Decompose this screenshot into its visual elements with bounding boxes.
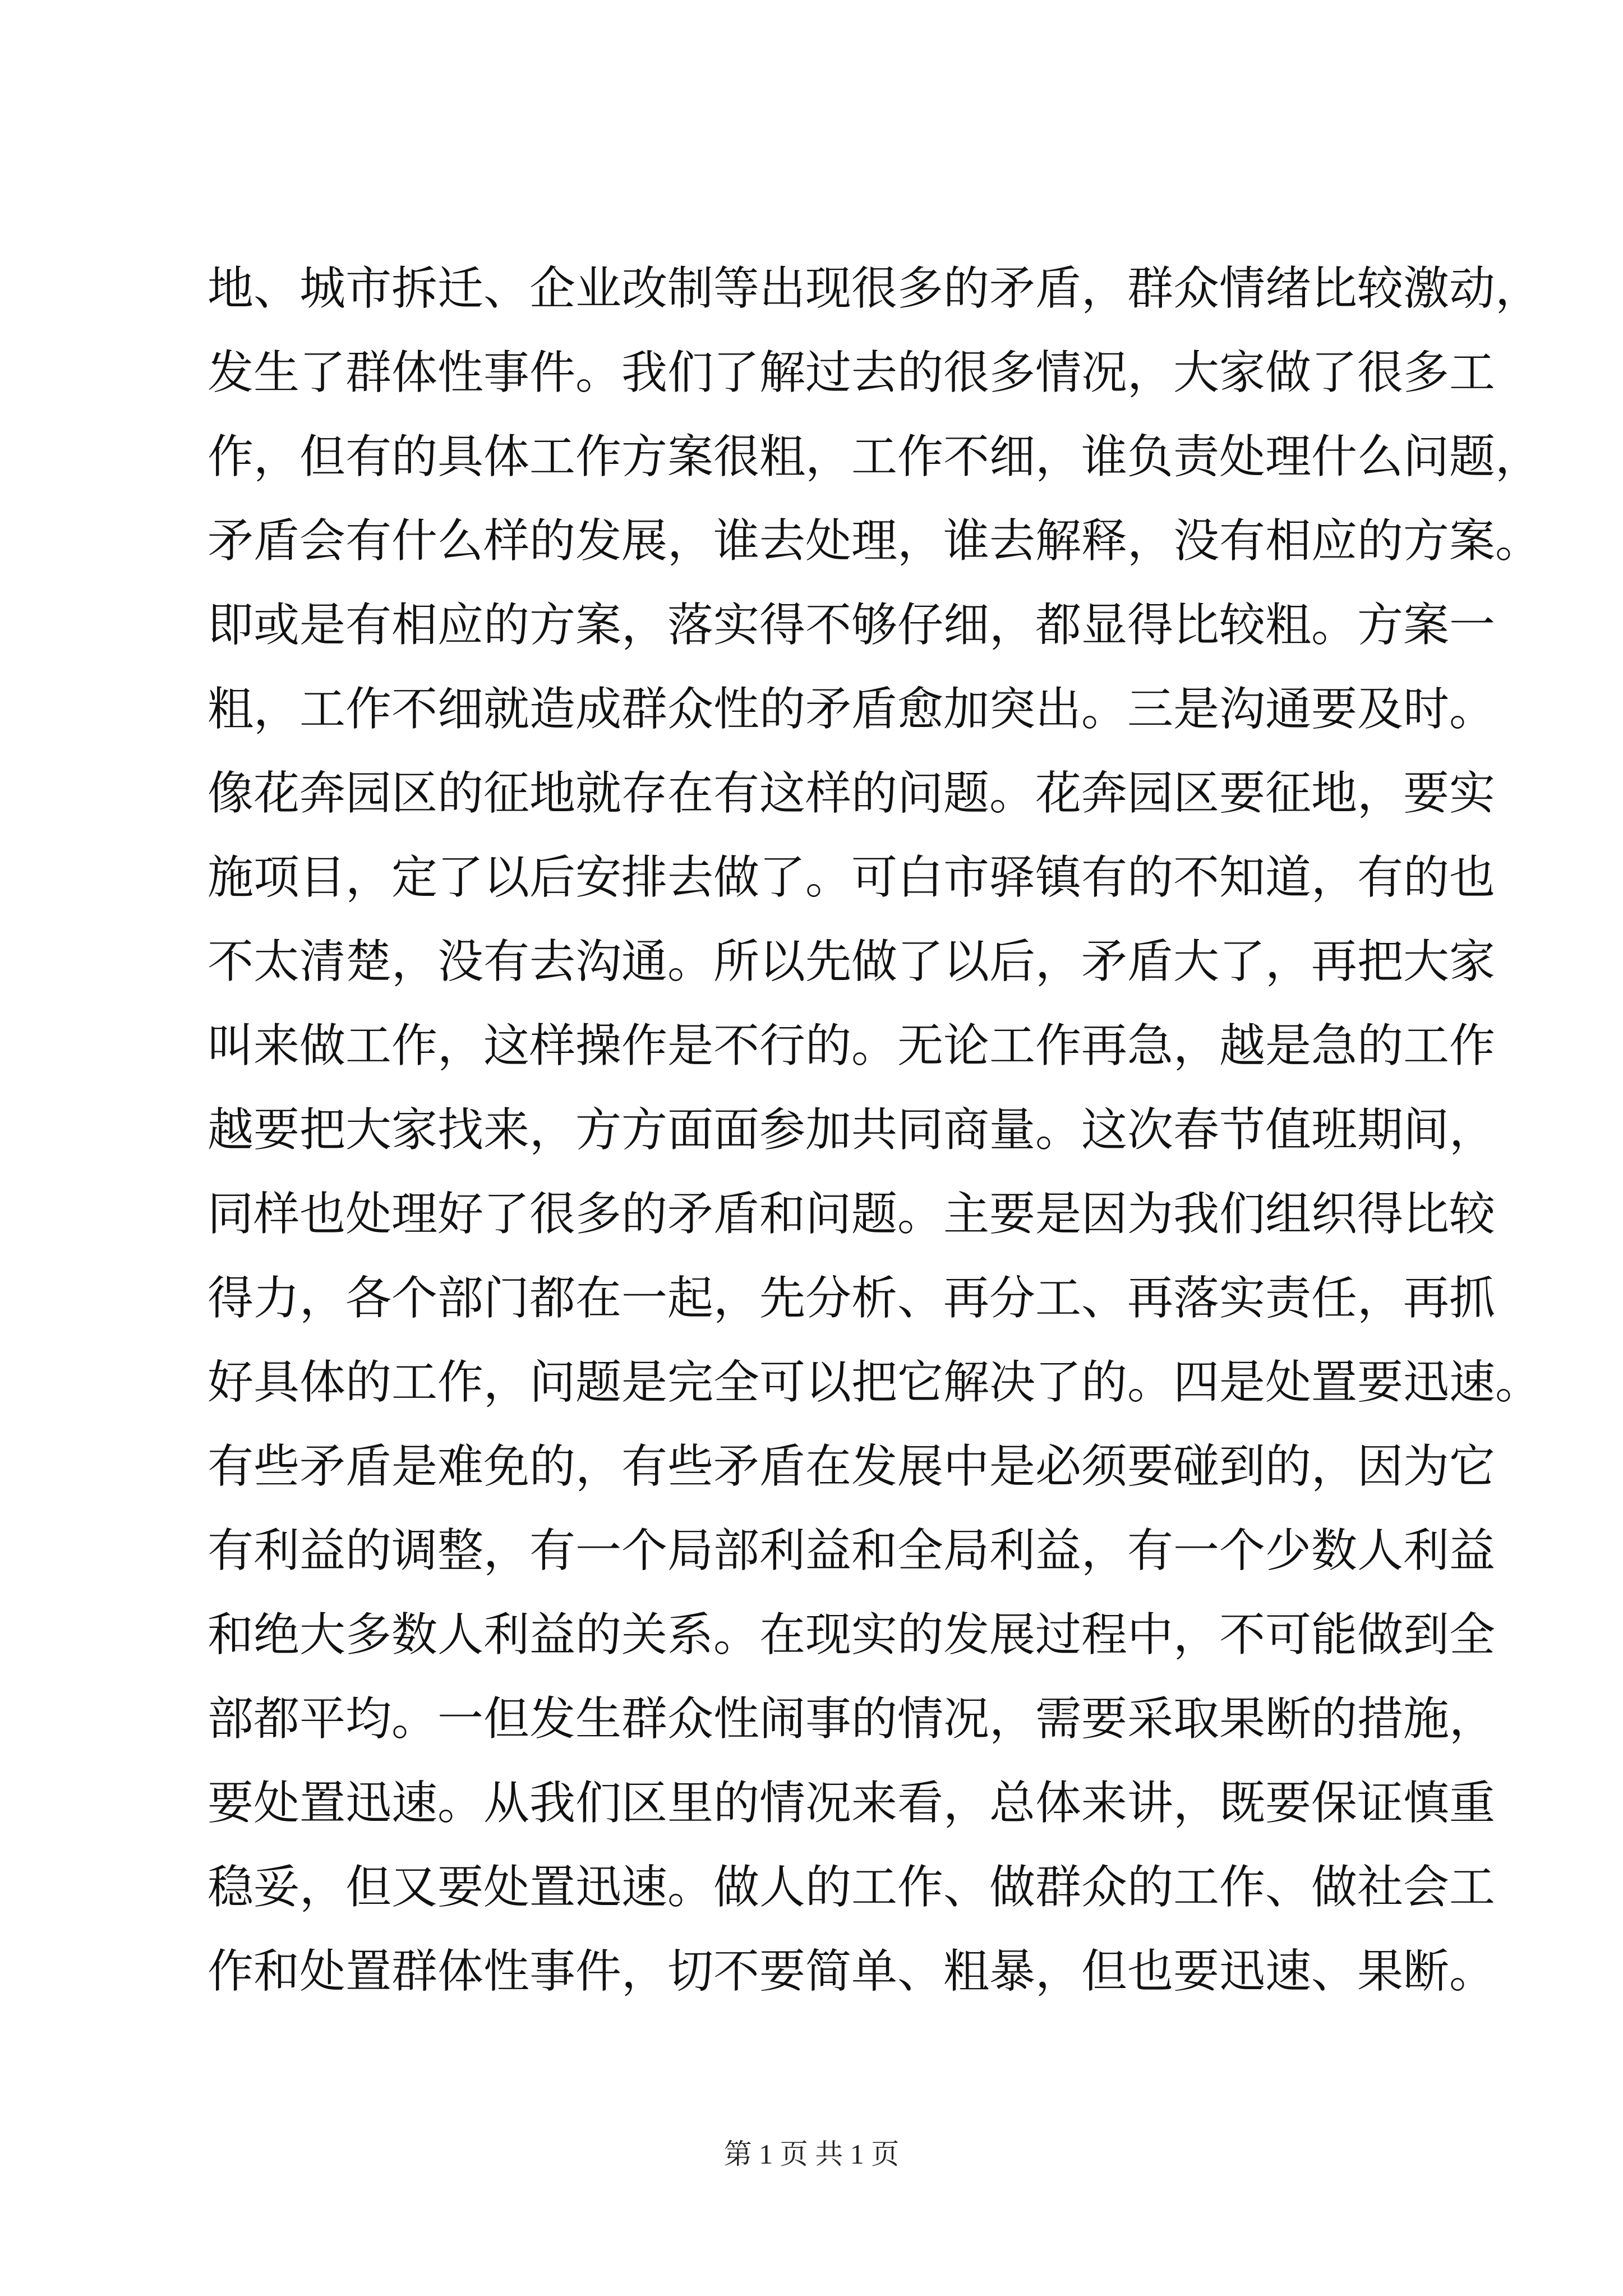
text-line: 越要把大家找来，方方面面参加共同商量。这次春节值班期间， <box>208 1103 1496 1157</box>
text-line: 稳妥，但又要处置迅速。做人的工作、做群众的工作、做社会工 <box>208 1861 1496 1914</box>
text-line: 部都平均。一但发生群众性闹事的情况，需要采取果断的措施， <box>208 1692 1496 1746</box>
text-line: 叫来做工作，这样操作是不行的。无论工作再急，越是急的工作 <box>208 1019 1496 1073</box>
text-line: 发生了群体性事件。我们了解过去的很多情况，大家做了很多工 <box>208 346 1496 399</box>
text-line: 好具体的工作，问题是完全可以把它解决了的。四是处置要迅速。 <box>208 1356 1542 1409</box>
text-line: 和绝大多数人利益的关系。在现实的发展过程中，不可能做到全 <box>208 1608 1496 1662</box>
text-line: 矛盾会有什么样的发展，谁去处理，谁去解释，没有相应的方案。 <box>208 514 1542 568</box>
text-line: 作和处置群体性事件，切不要简单、粗暴，但也要迅速、果断。 <box>208 1945 1496 1998</box>
text-line: 作，但有的具体工作方案很粗，工作不细，谁负责处理什么问题， <box>208 430 1542 484</box>
text-line: 粗，工作不细就造成群众性的矛盾愈加突出。三是沟通要及时。 <box>208 683 1496 736</box>
text-line: 施项目，定了以后安排去做了。可白市驿镇有的不知道，有的也 <box>208 851 1496 904</box>
text-line: 地、城市拆迁、企业改制等出现很多的矛盾，群众情绪比较激动， <box>208 262 1542 315</box>
text-line: 有利益的调整，有一个局部利益和全局利益，有一个少数人利益 <box>208 1524 1496 1577</box>
text-line: 有些矛盾是难免的，有些矛盾在发展中是必须要碰到的，因为它 <box>208 1440 1496 1493</box>
text-line: 得力，各个部门都在一起，先分析、再分工、再落实责任，再抓 <box>208 1272 1496 1325</box>
text-line: 不太清楚，没有去沟通。所以先做了以后，矛盾大了，再把大家 <box>208 935 1496 988</box>
text-line: 要处置迅速。从我们区里的情况来看，总体来讲，既要保证慎重 <box>208 1777 1496 1830</box>
text-line: 即或是有相应的方案，落实得不够仔细，都显得比较粗。方案一 <box>208 599 1496 652</box>
text-line: 同样也处理好了很多的矛盾和问题。主要是因为我们组织得比较 <box>208 1188 1496 1241</box>
page-number-footer: 第 1 页 共 1 页 <box>723 2138 900 2170</box>
body-text <box>208 247 1542 2014</box>
text-line: 像花奔园区的征地就存在有这样的问题。花奔园区要征地，要实 <box>208 767 1496 820</box>
